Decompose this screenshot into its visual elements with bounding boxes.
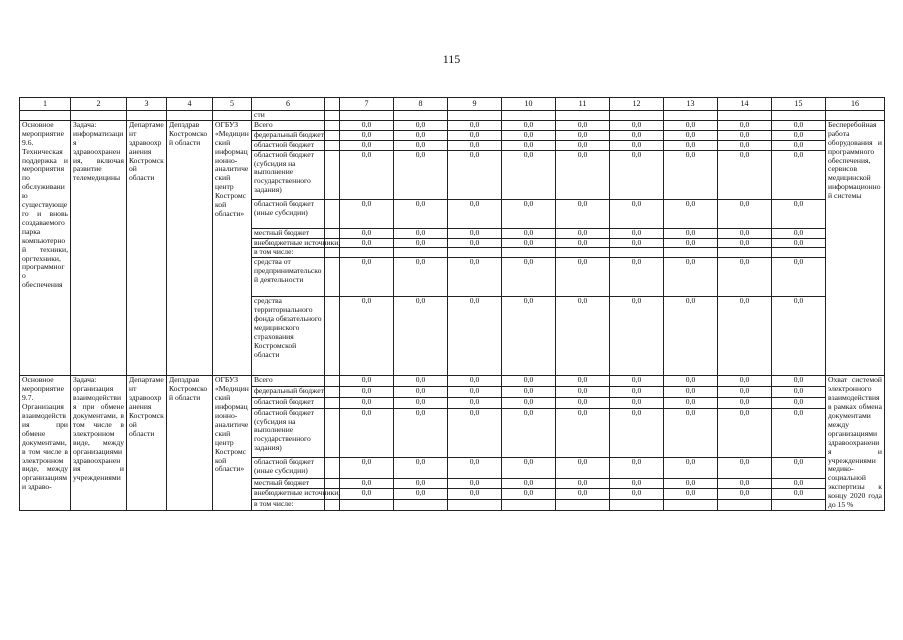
col-number <box>325 98 340 111</box>
spacer-cell <box>325 130 340 140</box>
carry-over-text: сти <box>252 111 325 121</box>
funding-source: областной бюджет (субсидия на выполнение государственного задания) <box>252 408 325 457</box>
col-number: 8 <box>394 98 448 111</box>
value-cell <box>502 500 556 511</box>
col-number: 11 <box>556 98 610 111</box>
funding-source: в том числе: <box>252 500 325 511</box>
value-cell: 0,0 <box>448 238 502 248</box>
value-cell: 0,0 <box>502 297 556 376</box>
value-cell: 0,0 <box>664 238 718 248</box>
value-cell: 0,0 <box>394 199 448 228</box>
value-cell: 0,0 <box>610 199 664 228</box>
value-cell: 0,0 <box>718 376 772 387</box>
measure-cell: Основное мероприятие 9.7. Организация взаимодействия при обмене документами, в том числе в электронном виде, между организациями здраво- <box>20 376 71 511</box>
funding-source: областной бюджет (субсидия на выполнение государственного задания) <box>252 150 325 199</box>
value-cell: 0,0 <box>718 199 772 228</box>
value-cell: 0,0 <box>556 397 610 408</box>
spacer-cell <box>325 458 340 479</box>
value-cell: 0,0 <box>772 199 826 228</box>
value-cell: 0,0 <box>556 140 610 150</box>
column-number-row <box>20 98 885 111</box>
value-cell: 0,0 <box>448 258 502 297</box>
value-cell: 0,0 <box>772 408 826 457</box>
value-cell: 0,0 <box>664 478 718 489</box>
spacer-cell <box>325 140 340 150</box>
value-cell: 0,0 <box>772 387 826 398</box>
funding-source: областной бюджет <box>252 397 325 408</box>
value-cell: 0,0 <box>394 238 448 248</box>
value-cell: 0,0 <box>448 130 502 140</box>
value-cell: 0,0 <box>718 228 772 238</box>
value-cell: 0,0 <box>340 228 394 238</box>
value-cell: 0,0 <box>340 408 394 457</box>
funding-source: внебюджетные источники, <box>252 238 325 248</box>
value-cell: 0,0 <box>340 140 394 150</box>
value-cell <box>340 500 394 511</box>
funding-source: местный бюджет <box>252 228 325 238</box>
value-cell: 0,0 <box>718 238 772 248</box>
value-cell: 0,0 <box>502 130 556 140</box>
col-number: 5 <box>213 98 252 111</box>
value-cell: 0,0 <box>448 376 502 387</box>
value-cell: 0,0 <box>664 489 718 500</box>
budget-row <box>20 376 885 387</box>
value-cell: 0,0 <box>718 408 772 457</box>
value-cell: 0,0 <box>394 387 448 398</box>
funding-source: внебюджетные источники, <box>252 489 325 500</box>
value-cell: 0,0 <box>502 228 556 238</box>
value-cell: 0,0 <box>772 258 826 297</box>
value-cell: 0,0 <box>718 397 772 408</box>
funding-source: средства территориального фонда обязательного медицинского страхования Костромской области <box>252 297 325 376</box>
funding-source: областной бюджет (иные субсидии) <box>252 199 325 228</box>
funding-source: Всего <box>252 120 325 130</box>
col-number: 3 <box>127 98 167 111</box>
spacer-cell <box>325 376 340 387</box>
value-cell: 0,0 <box>340 238 394 248</box>
value-cell: 0,0 <box>394 297 448 376</box>
value-cell: 0,0 <box>394 258 448 297</box>
value-cell: 0,0 <box>610 228 664 238</box>
value-cell <box>502 248 556 258</box>
value-cell: 0,0 <box>664 140 718 150</box>
value-cell: 0,0 <box>502 199 556 228</box>
value-cell: 0,0 <box>394 120 448 130</box>
value-cell: 0,0 <box>448 397 502 408</box>
value-cell: 0,0 <box>448 458 502 479</box>
value-cell: 0,0 <box>340 489 394 500</box>
funding-source: местный бюджет <box>252 478 325 489</box>
col-number: 14 <box>718 98 772 111</box>
value-cell: 0,0 <box>664 408 718 457</box>
value-cell: 0,0 <box>502 397 556 408</box>
col-number: 4 <box>167 98 213 111</box>
value-cell <box>664 248 718 258</box>
value-cell: 0,0 <box>718 387 772 398</box>
value-cell: 0,0 <box>556 150 610 199</box>
col-number: 13 <box>664 98 718 111</box>
spacer-cell <box>325 500 340 511</box>
value-cell: 0,0 <box>772 478 826 489</box>
value-cell: 0,0 <box>556 258 610 297</box>
spacer-cell <box>325 397 340 408</box>
value-cell: 0,0 <box>772 397 826 408</box>
spacer-cell <box>325 120 340 130</box>
value-cell <box>718 248 772 258</box>
value-cell: 0,0 <box>610 238 664 248</box>
value-cell: 0,0 <box>610 376 664 387</box>
value-cell: 0,0 <box>772 130 826 140</box>
value-cell: 0,0 <box>340 376 394 387</box>
value-cell <box>340 248 394 258</box>
executor-cell: Департамент здравоохранения Костромской области <box>127 376 167 511</box>
value-cell: 0,0 <box>664 376 718 387</box>
value-cell: 0,0 <box>664 228 718 238</box>
value-cell: 0,0 <box>556 130 610 140</box>
measure-cell: Основное мероприятие 9.6. Техническая поддержка и мероприятия по обслуживанию существующего и вновь создаваемого парка компьютерной техники, оргтехники, программного обеспечения <box>20 120 71 375</box>
value-cell: 0,0 <box>394 397 448 408</box>
value-cell: 0,0 <box>502 376 556 387</box>
value-cell: 0,0 <box>772 228 826 238</box>
value-cell: 0,0 <box>448 228 502 238</box>
col-number: 6 <box>252 98 325 111</box>
value-cell <box>448 248 502 258</box>
value-cell: 0,0 <box>772 140 826 150</box>
value-cell: 0,0 <box>664 297 718 376</box>
value-cell: 0,0 <box>772 238 826 248</box>
value-cell: 0,0 <box>610 130 664 140</box>
value-cell: 0,0 <box>394 489 448 500</box>
value-cell <box>394 500 448 511</box>
value-cell <box>448 500 502 511</box>
funding-source: федеральный бюджет <box>252 130 325 140</box>
value-cell: 0,0 <box>772 376 826 387</box>
funding-source: средства от предпринимательской деятельности <box>252 258 325 297</box>
value-cell: 0,0 <box>556 199 610 228</box>
value-cell: 0,0 <box>718 120 772 130</box>
task-cell: Задача: информатизация здравоохранения, включая развитие телемедицины <box>71 120 127 375</box>
value-cell: 0,0 <box>394 130 448 140</box>
value-cell: 0,0 <box>664 150 718 199</box>
value-cell: 0,0 <box>502 458 556 479</box>
value-cell: 0,0 <box>502 258 556 297</box>
value-cell: 0,0 <box>772 150 826 199</box>
value-cell: 0,0 <box>502 489 556 500</box>
value-cell: 0,0 <box>556 478 610 489</box>
value-cell: 0,0 <box>556 228 610 238</box>
value-cell: 0,0 <box>448 489 502 500</box>
value-cell: 0,0 <box>448 387 502 398</box>
value-cell: 0,0 <box>664 130 718 140</box>
coexecutor-cell: Депздрав Костромской области <box>167 376 213 511</box>
value-cell: 0,0 <box>394 478 448 489</box>
value-cell: 0,0 <box>610 489 664 500</box>
task-cell: Задача: организация взаимодействия при обмене документами, в том числе в электронном виде, между организациями здравоохранения и учреждениями <box>71 376 127 511</box>
value-cell: 0,0 <box>502 140 556 150</box>
value-cell: 0,0 <box>340 297 394 376</box>
recipient-cell: ОГБУЗ «Медицинский информационно-аналитический центр Костромской области» <box>213 120 252 375</box>
value-cell: 0,0 <box>394 228 448 238</box>
value-cell: 0,0 <box>556 408 610 457</box>
col-number: 9 <box>448 98 502 111</box>
spacer-cell <box>325 228 340 238</box>
measure-blocks <box>20 120 885 510</box>
coexecutor-cell: Депздрав Костромской области <box>167 120 213 375</box>
value-cell: 0,0 <box>718 150 772 199</box>
spacer-cell <box>325 478 340 489</box>
value-cell: 0,0 <box>718 458 772 479</box>
value-cell: 0,0 <box>610 397 664 408</box>
value-cell: 0,0 <box>340 130 394 140</box>
value-cell: 0,0 <box>610 387 664 398</box>
value-cell: 0,0 <box>394 458 448 479</box>
value-cell: 0,0 <box>394 140 448 150</box>
value-cell <box>394 248 448 258</box>
spacer-cell <box>325 387 340 398</box>
value-cell: 0,0 <box>664 387 718 398</box>
executor-cell: Департамент здравоохранения Костромской области <box>127 120 167 375</box>
value-cell: 0,0 <box>394 150 448 199</box>
value-cell: 0,0 <box>610 297 664 376</box>
value-cell: 0,0 <box>610 140 664 150</box>
value-cell: 0,0 <box>394 376 448 387</box>
result-cell: Бесперебойная работа оборудования и программного обеспечения, сервисов медицинской информационной системы <box>826 120 885 375</box>
value-cell: 0,0 <box>556 297 610 376</box>
value-cell: 0,0 <box>610 120 664 130</box>
spacer-cell <box>325 248 340 258</box>
funding-source: областной бюджет <box>252 140 325 150</box>
col-number: 2 <box>71 98 127 111</box>
value-cell: 0,0 <box>718 478 772 489</box>
carry-over-row <box>20 111 885 121</box>
result-cell: Охват системой электронного взаимодействия в рамках обмена документами между организациями здравоохранения и учреждениями медико-социальной экспертизы к концу 2020 года до 15 % <box>826 376 885 511</box>
col-number: 7 <box>340 98 394 111</box>
spacer-cell <box>325 258 340 297</box>
recipient-cell: ОГБУЗ «Медицинский информационно-аналитический центр Костромской области» <box>213 376 252 511</box>
value-cell: 0,0 <box>610 478 664 489</box>
value-cell: 0,0 <box>772 489 826 500</box>
funding-source: Всего <box>252 376 325 387</box>
value-cell: 0,0 <box>448 478 502 489</box>
value-cell: 0,0 <box>610 408 664 457</box>
value-cell: 0,0 <box>340 478 394 489</box>
value-cell: 0,0 <box>448 120 502 130</box>
value-cell: 0,0 <box>772 120 826 130</box>
value-cell: 0,0 <box>718 258 772 297</box>
value-cell: 0,0 <box>718 489 772 500</box>
value-cell: 0,0 <box>394 408 448 457</box>
value-cell: 0,0 <box>664 397 718 408</box>
value-cell <box>718 500 772 511</box>
spacer-cell <box>325 297 340 376</box>
col-number: 12 <box>610 98 664 111</box>
value-cell: 0,0 <box>610 258 664 297</box>
value-cell: 0,0 <box>664 199 718 228</box>
value-cell: 0,0 <box>664 458 718 479</box>
value-cell: 0,0 <box>340 387 394 398</box>
spacer-cell <box>325 199 340 228</box>
value-cell: 0,0 <box>610 458 664 479</box>
value-cell: 0,0 <box>502 238 556 248</box>
value-cell <box>772 248 826 258</box>
value-cell: 0,0 <box>340 199 394 228</box>
funding-source: федеральный бюджет <box>252 387 325 398</box>
value-cell: 0,0 <box>448 408 502 457</box>
value-cell: 0,0 <box>448 140 502 150</box>
value-cell: 0,0 <box>340 458 394 479</box>
program-table <box>19 97 885 511</box>
value-cell: 0,0 <box>502 408 556 457</box>
value-cell: 0,0 <box>664 120 718 130</box>
value-cell: 0,0 <box>610 150 664 199</box>
spacer-cell <box>325 408 340 457</box>
value-cell <box>610 500 664 511</box>
value-cell <box>610 248 664 258</box>
value-cell: 0,0 <box>448 297 502 376</box>
value-cell: 0,0 <box>718 297 772 376</box>
funding-source: областной бюджет (иные субсидии) <box>252 458 325 479</box>
col-number: 1 <box>20 98 71 111</box>
value-cell: 0,0 <box>556 387 610 398</box>
col-number: 15 <box>772 98 826 111</box>
value-cell: 0,0 <box>772 458 826 479</box>
value-cell <box>556 500 610 511</box>
budget-row <box>20 120 885 130</box>
funding-source: в том числе: <box>252 248 325 258</box>
value-cell: 0,0 <box>772 297 826 376</box>
col-number: 10 <box>502 98 556 111</box>
col-number: 16 <box>826 98 885 111</box>
value-cell: 0,0 <box>664 258 718 297</box>
value-cell: 0,0 <box>502 120 556 130</box>
value-cell: 0,0 <box>340 120 394 130</box>
value-cell: 0,0 <box>556 489 610 500</box>
value-cell: 0,0 <box>448 199 502 228</box>
value-cell: 0,0 <box>718 140 772 150</box>
page-number: 115 <box>442 52 461 66</box>
value-cell: 0,0 <box>502 150 556 199</box>
value-cell: 0,0 <box>340 258 394 297</box>
value-cell: 0,0 <box>556 238 610 248</box>
value-cell: 0,0 <box>556 120 610 130</box>
value-cell: 0,0 <box>340 150 394 199</box>
spacer-cell <box>325 150 340 199</box>
value-cell: 0,0 <box>718 130 772 140</box>
value-cell: 0,0 <box>556 458 610 479</box>
value-cell <box>664 500 718 511</box>
value-cell <box>556 248 610 258</box>
value-cell: 0,0 <box>556 376 610 387</box>
value-cell: 0,0 <box>502 387 556 398</box>
value-cell: 0,0 <box>340 397 394 408</box>
value-cell: 0,0 <box>448 150 502 199</box>
value-cell <box>772 500 826 511</box>
value-cell: 0,0 <box>502 478 556 489</box>
